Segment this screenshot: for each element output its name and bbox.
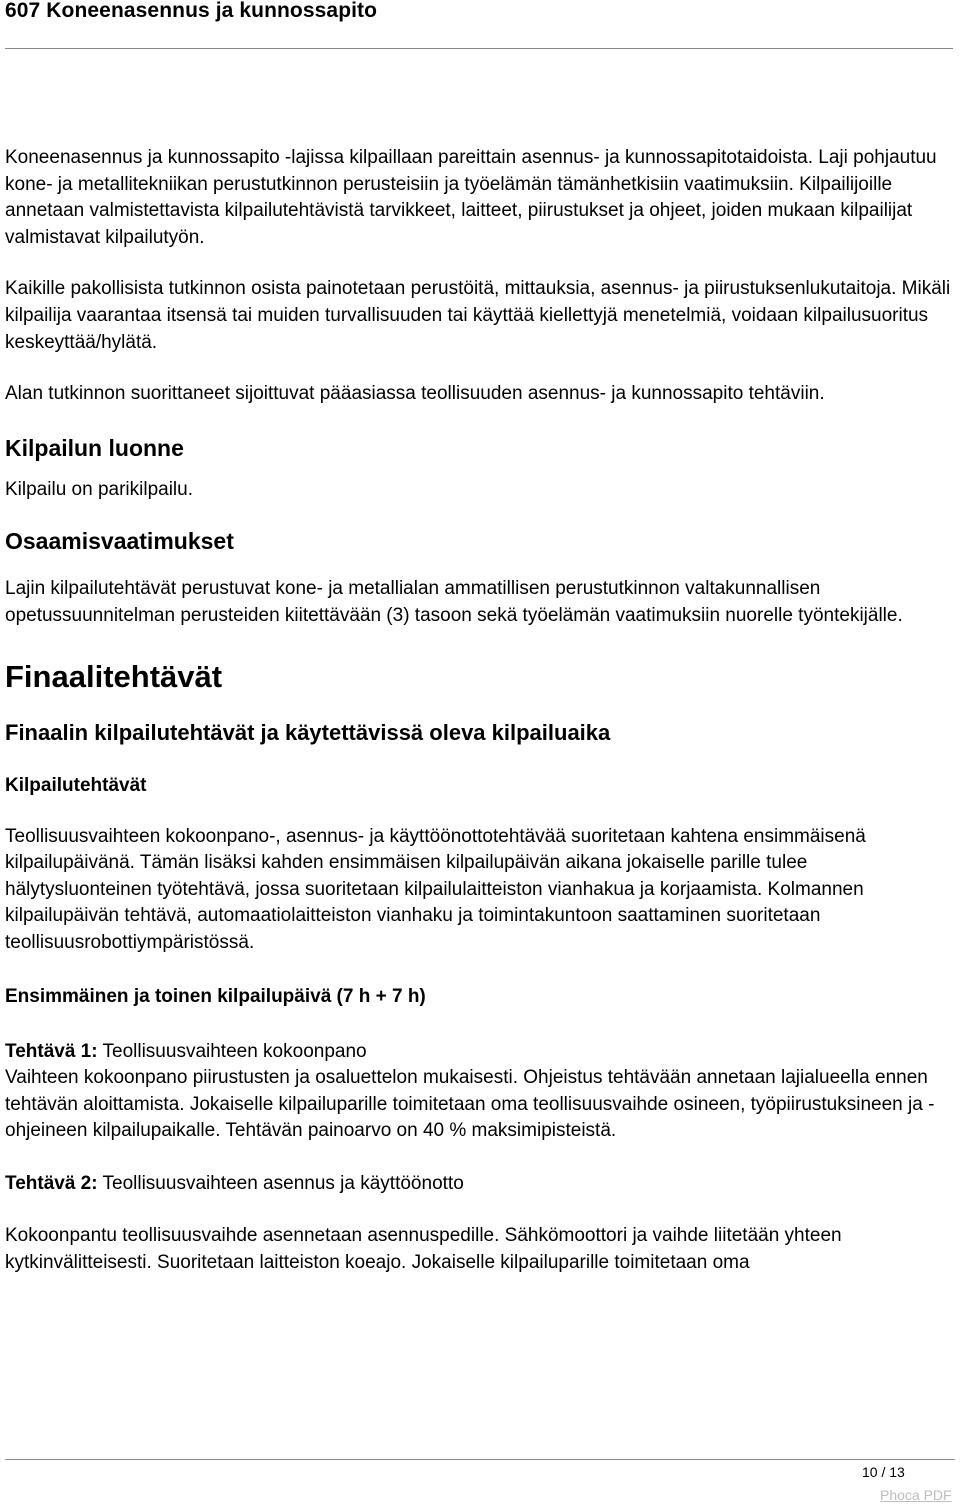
page-header [5,0,953,49]
section-heading-osaamisvaatimukset: Osaamisvaatimukset [5,528,234,555]
task-1-heading [5,1039,955,1066]
intro-paragraph: Koneenasennus ja kunnossapito -lajissa kilpaillaan pareittain asennus- ja kunnossapitotaidoista. Laji pohjautuu kone- ja metallitekniikan perustutkinnon perusteisiin ja työelämän tämänhetkisiin vaatimuksiin. Kilpailijoille annetaan valmistettavista kilpailutehtävistä tarvikkeet, laitteet, piirustukset ja ohjeet, joiden mukaan kilpailijat valmistavat kilpailutyön. [5,147,937,248]
task-1-title: Teollisuusvaihteen kokoonpano [97,1040,367,1062]
section-heading-luonne: Kilpailun luonne [5,434,184,461]
task-2-description: Kokoonpantu teollisuusvaihde asennetaan asennuspedille. Sähkömoottori ja vaihde liitetään yhteen kytkinvälitteisesti. Suoritetaan laitteiston koeajo. Jokaiselle kilpailuparille toimitetaan oma [5,1225,842,1274]
graduates-paragraph: Alan tutkinnon suorittaneet sijoittuvat pääasiassa teollisuuden asennus- ja kunnossapito tehtäviin. [5,383,825,405]
requirements-paragraph: Kaikille pakollisista tutkinnon osista painotetaan perustöitä, mittauksia, asennus- ja piirustuksenlukutaitoja. Mikäli kilpailija vaarantaa itsensä tai muiden turvallisuuden tai käyttää kiellettyjä menetelmiä, voidaan kilpailusuoritus keskeyttää/hylätä. [5,278,951,353]
competition-type-paragraph: Kilpailu on parikilpailu. [5,478,193,500]
task-2-label: Tehtävä 2: [5,1172,98,1194]
task-2-heading [5,1171,955,1198]
section-heading-finaalitehtavat: Finaalitehtävät [5,658,223,694]
document-body [5,145,955,1277]
task-2-title: Teollisuusvaihteen asennus ja käyttöönotto [97,1172,464,1194]
page-title: 607 Koneenasennus ja kunnossapito [5,0,378,22]
task-1-label: Tehtävä 1: [5,1040,98,1062]
subheading-competition-days: Ensimmäinen ja toinen kilpailupäivä (7 h + 7 h) [5,985,426,1007]
task-1-description: Vaihteen kokoonpano piirustusten ja osaluettelon mukaisesti. Ohjeistus tehtävään annetaan lajialueella ennen tehtävän aloittamista. Jokaiselle kilpailuparille toimitetaan oma teollisuusvaihde osineen, työpiirustuksineen ja -ohjeineen kilpailupaikalle. Tehtävän painoarvo on 40 % maksimipisteistä. [5,1067,935,1142]
subheading-kilpailutehtavat: Kilpailutehtävät [5,774,147,796]
footer-divider [5,1459,955,1460]
phoca-pdf-link[interactable]: Phoca PDF [880,1487,952,1503]
page-number: 10 / 13 [862,1464,905,1480]
tasks-paragraph: Teollisuusvaihteen kokoonpano-, asennus- ja käyttöönottotehtävää suoritetaan kahtena ensimmäisenä kilpailupäivänä. Tämän lisäksi kahden ensimmäisen kilpailupäivän aikana jokaiselle parille tulee hälytysluonteinen työtehtävä, jossa suoritetaan kilpailulaitteiston vianhakua ja korjaamista. Kolmannen kilpailupäivän tehtävä, automaatiolaitteiston vianhaku ja toimintakuntoon saattaminen suoritetaan teollisuusrobottiympäristössä. [5,825,866,953]
subheading-finaalin-kilpailutehtavat: Finaalin kilpailutehtävät ja käytettävissä oleva kilpailuaika [5,719,611,745]
skills-paragraph: Lajin kilpailutehtävät perustuvat kone- ja metallialan ammatillisen perustutkinnon valtakunnallisen opetussuunnitelman perusteiden kiitettävään (3) tasoon sekä työelämän vaatimuksiin nuorelle työntekijälle. [5,578,903,626]
